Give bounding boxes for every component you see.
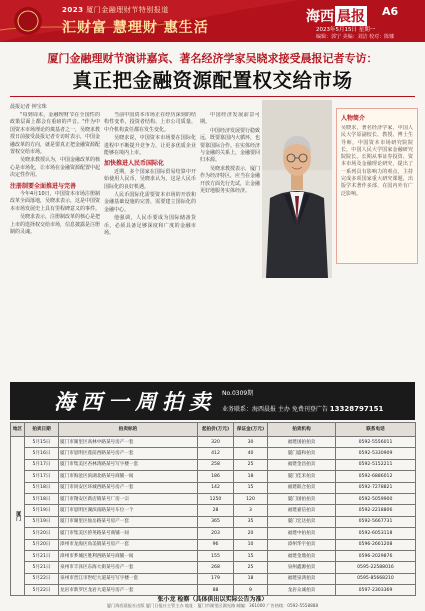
- table-cell: 25: [234, 459, 268, 470]
- auction-phone: 13328797151: [329, 405, 384, 413]
- auction-footer-note: 张小龙 检察（具体供出以实际公告为准）: [157, 596, 268, 603]
- section-subhead: 加快推进人民币国际化: [104, 160, 165, 168]
- table-cell: 福建泉鸿拍卖: [268, 573, 336, 584]
- auction-contact: 业务联系：海西晨报 主办 免费刊登广告 13328797151: [222, 405, 384, 413]
- table-cell: 5月20日: [25, 539, 59, 550]
- table-cell: 0596-2661208: [336, 539, 416, 550]
- table-cell: 5月19日: [25, 505, 59, 516]
- newspaper-logo: 海西 晨报: [306, 6, 367, 26]
- paragraph: 近期，多个国家在国际贸易结算中开始使用人民币，吴晓求认为，这是人民币国际化的良好机遇。: [104, 168, 196, 190]
- table-cell: 漳州市龙海区角美镇某号房产一套: [59, 539, 198, 550]
- table-cell: 0592-5059900: [336, 493, 416, 504]
- table-cell: 155: [198, 550, 234, 561]
- table-cell: 18: [234, 471, 268, 482]
- paragraph: 吴晓求表示，注册制改革的核心是把上市的选择权交给市场，信息披露是注册制的灵魂。: [10, 214, 100, 236]
- table-cell: 5月16日: [25, 448, 59, 459]
- auction-table: [10, 422, 416, 596]
- page-number: A6: [382, 5, 399, 18]
- table-cell: 厦门市集美区侨英路某号商铺一间: [59, 528, 198, 539]
- table-row: [11, 573, 416, 584]
- table-cell: 18: [234, 573, 268, 584]
- table-cell: 0592-5667731: [336, 516, 416, 527]
- table-cell: 120: [234, 493, 268, 504]
- table-cell: 5月22日: [25, 573, 59, 584]
- table-cell: 厦门市湖里区仙岳路某号房产一套: [59, 516, 198, 527]
- article-column-3: [200, 112, 260, 380]
- auction-issue-number: No.0309期: [222, 390, 254, 397]
- table-row: [11, 516, 416, 527]
- table-cell: 厦门市思明区莲前西路某号房产一套: [59, 448, 198, 459]
- table-cell: 88: [198, 585, 234, 596]
- article-kicker: 厦门金融理财节演讲嘉宾、著名经济学家吴晓求接受晨报记者专访：: [47, 52, 378, 65]
- auction-banner: [10, 382, 415, 420]
- table-row: [11, 539, 416, 550]
- table-cell: 40: [234, 448, 268, 459]
- table-cell: 15: [234, 550, 268, 561]
- table-cell: 福建金昌拍卖: [268, 459, 336, 470]
- table-cell: 365: [198, 516, 234, 527]
- table-row: [11, 482, 416, 493]
- table-cell: 泉州市丰泽区东海大街某号房产一套: [59, 562, 198, 573]
- table-cell: 泉州市晋江市世纪大道某号写字楼一套: [59, 573, 198, 584]
- table-cell: 0592-6886012: [336, 471, 416, 482]
- table-cell: 0597-2303369: [336, 585, 416, 596]
- table-cell: 258: [198, 459, 234, 470]
- table-cell: 268: [198, 562, 234, 573]
- table-cell: 412: [198, 448, 234, 459]
- masthead-banner: [0, 0, 425, 42]
- paragraph: 中国经济发展前景可期。: [200, 112, 260, 126]
- table-cell: 厦门市同安区环城西路某号房产一套: [59, 482, 198, 493]
- table-row: [11, 505, 416, 516]
- table-cell: 5月19日: [25, 516, 59, 527]
- table-cell: 厦门国拍拍卖: [268, 493, 336, 504]
- table-cell: 5月17日: [25, 471, 59, 482]
- table-cell: 0595-22588016: [336, 562, 416, 573]
- column-header: 联系电话: [336, 423, 416, 437]
- column-header: 起拍价(万元): [198, 423, 234, 437]
- article-column-1: [10, 112, 100, 380]
- page-footer: 厦门海西晨报社出版 厦门日报社主管主办 地址：厦门市湖里区湖光路 邮编：361000 广告热线：0592-5558888: [106, 603, 319, 608]
- article-headline: 真正把金融资源配置权交给市场: [72, 69, 353, 92]
- table-cell: 5月17日: [25, 459, 59, 470]
- table-cell: 厦门宏达拍卖: [268, 516, 336, 527]
- column-header: 保证金(万元): [234, 423, 268, 437]
- column-header: 拍卖机构: [268, 423, 336, 437]
- table-cell: 福建国拍拍卖: [268, 437, 336, 448]
- table-cell: 厦门市湖里区高林中路某号房产一套: [59, 437, 198, 448]
- table-row: [11, 550, 416, 561]
- table-cell: 142: [198, 482, 234, 493]
- table-row: [11, 448, 416, 459]
- table-cell: 0592-6053118: [336, 528, 416, 539]
- auction-title: 海西一周拍卖: [54, 389, 216, 414]
- table-cell: 25: [234, 562, 268, 573]
- paragraph: 吴晓求教授表示，厦门作为经济特区，应当在金融开放方面先行先试，让金融更好地服务实体经济。: [200, 165, 260, 195]
- table-cell: 福建联合拍卖: [268, 482, 336, 493]
- table-cell: 厦门市思明区湖滨南路某号车位一个: [59, 505, 198, 516]
- paragraph: 中国经济发展要行稳致远，既要靠国内大循环，也要靠国际合作。在实体经济与金融的关系上，金融要回归本源。: [200, 127, 260, 164]
- table-cell: 0596-2029876: [336, 550, 416, 561]
- event-slogan: 汇财富 慧理财 惠生活: [62, 20, 209, 36]
- table-cell: 厦门市集美区杏林湾路某号写字楼一套: [59, 459, 198, 470]
- table-cell: 96: [198, 539, 234, 550]
- table-cell: 0592-5556011: [336, 437, 416, 448]
- table-cell: 5月18日: [25, 493, 59, 504]
- table-cell: 179: [198, 573, 234, 584]
- article-column-2: [104, 112, 196, 380]
- table-cell: 福建中拍拍卖: [268, 528, 336, 539]
- table-cell: 0592-7278821: [336, 482, 416, 493]
- profile-text: 吴晓求，著名经济学家，中国人民大学原副校长、教授、博士生导师，中国资本市场研究院院长，中国人民大学国家金融研究院院长。长期从事证券投资、资本市场及金融理论研究，提出了一系列具有影响力的观点，主持完成多项国家重大研究课题，出版学术著作多部，在国内外有广泛影响。: [341, 125, 413, 197]
- table-row: [11, 562, 416, 573]
- table-cell: 漳州华宇拍卖: [268, 539, 336, 550]
- table-cell: 0592-5330909: [336, 448, 416, 459]
- portrait-illustration: [262, 100, 332, 278]
- table-row: [11, 471, 416, 482]
- paragraph: 当前中国资本市场正在经历深刻的结构性变革，投资者结构、上市公司质量、中介机构责任都在发生变化。: [104, 112, 196, 133]
- paragraph: 他强调，人民币要成为国际储备货币，必须具备足够深度和广度的金融市场。: [104, 215, 196, 237]
- table-cell: 龙岩众诚拍卖: [268, 585, 336, 596]
- column-header: 拍卖标的: [59, 423, 198, 437]
- paragraph: 今年4月10日，中国资本市场注册制改革全面落地，吴晓求表示，这是中国资本市场发展史上具有里程碑意义的事件。: [10, 191, 100, 212]
- column-header: 拍卖日期: [25, 423, 59, 437]
- table-cell: 10: [234, 539, 268, 550]
- table-cell: 福建金鼎拍卖: [268, 550, 336, 561]
- paragraph: 吴晓求说，中国资本市场要在国际化进程中不断提升竞争力，让更多优质企业能够在境内上市。: [104, 135, 196, 157]
- table-cell: 5月22日: [25, 585, 59, 596]
- table-cell: 厦门佳禾拍卖: [268, 471, 336, 482]
- headline-divider: [10, 96, 415, 97]
- region-cell: 厦门: [11, 437, 25, 596]
- table-cell: 0592-5152211: [336, 459, 416, 470]
- profile-heading: 人物简介: [341, 115, 366, 122]
- column-header: 地区: [11, 423, 25, 437]
- table-cell: 20: [234, 528, 268, 539]
- table-cell: 厦门市海沧区滨湖北路某号商铺一间: [59, 471, 198, 482]
- table-cell: 30: [234, 437, 268, 448]
- table-row: [11, 437, 416, 448]
- table-cell: 203: [198, 528, 234, 539]
- table-cell: 泉州鑫源拍卖: [268, 562, 336, 573]
- table-cell: 厦门市翔安区新店镇某号厂房一宗: [59, 493, 198, 504]
- table-cell: 5月21日: [25, 550, 59, 561]
- table-cell: 320: [198, 437, 234, 448]
- paragraph: 吴晓求教授认为，中国金融改革的核心是市场化，让市场在金融资源配置中起决定性作用。: [10, 157, 100, 179]
- table-row: [11, 493, 416, 504]
- table-cell: 5月18日: [25, 482, 59, 493]
- editor-credits: 编辑：郭宁 美编：刘洁 校对：陈娜: [316, 34, 395, 40]
- table-cell: 漳州市芗城区胜利西路某号商铺一间: [59, 550, 198, 561]
- article-byline: 晨报记者 钟宝珠: [10, 104, 47, 110]
- table-cell: 5月20日: [25, 528, 59, 539]
- table-row: [11, 459, 416, 470]
- table-cell: 3: [234, 505, 268, 516]
- table-cell: 0595-85668210: [336, 573, 416, 584]
- table-cell: 福建嘉信拍卖: [268, 505, 336, 516]
- paragraph: "每到周末，金融理财节在全国性的政策层面上都会有重磅的声音。"作为中国资本市场理论的奠基者之一，吴晓求教授日前接受晨报记者专访时表示，中国金融改革的方向，就是要真正把金融资源配置权交给市场。: [10, 112, 100, 156]
- interviewee-photo: [262, 100, 332, 278]
- table-row: [11, 528, 416, 539]
- issue-date: 2023年5月15日 星期一: [316, 27, 376, 33]
- table-cell: 厦门盛和拍卖: [268, 448, 336, 459]
- section-subhead: 注册制要全面推进与完善: [10, 182, 77, 190]
- profile-sidebar: [336, 108, 418, 264]
- table-cell: 35: [234, 516, 268, 527]
- table-cell: 0592-2218806: [336, 505, 416, 516]
- table-cell: 龙岩市新罗区龙岩大道某号房产一套: [59, 585, 198, 596]
- table-header-row: [11, 423, 416, 437]
- table-cell: 9: [234, 585, 268, 596]
- table-cell: 28: [198, 505, 234, 516]
- table-cell: 5月21日: [25, 562, 59, 573]
- paragraph: 人民币国际化需要资本市场的开放和金融基础设施的完善，需要建立国际化的金融中心。: [104, 192, 196, 213]
- event-tag: 2023 厦门金融理财节特别报道: [62, 6, 169, 14]
- table-cell: 1250: [198, 493, 234, 504]
- table-cell: 15: [234, 482, 268, 493]
- table-cell: 5月15日: [25, 437, 59, 448]
- table-cell: 186: [198, 471, 234, 482]
